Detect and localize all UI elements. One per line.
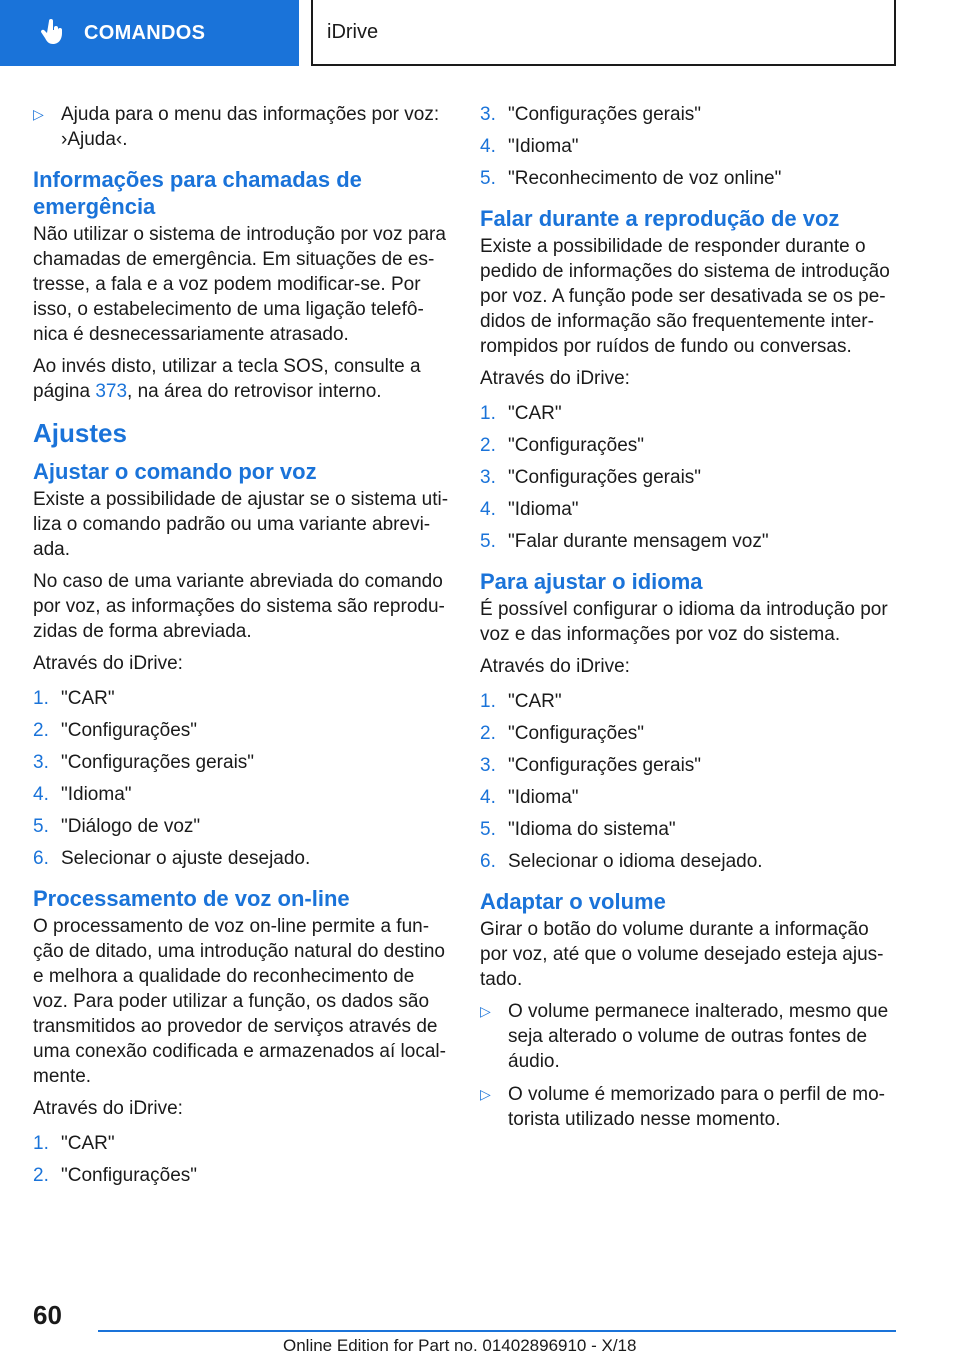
- help-bullet-list: [33, 102, 449, 152]
- paragraph: Não utilizar o sistema de introdução por voz para chamadas de emergência. Em situações de estresse, a fala e a voz podem modificar-se. Por isso, o estabelecimento de uma ligação telefônica é desnecessariamente atrasado.: [33, 224, 446, 345]
- language-steps: [480, 689, 896, 874]
- list-item: 4. "Idioma": [480, 136, 579, 157]
- list-item: 6. Selecionar o ajuste desejado.: [33, 848, 311, 869]
- volume-bullets: [480, 999, 896, 1132]
- list-item: 2. "Configurações": [480, 435, 645, 456]
- paragraph: No caso de uma variante abreviada do comando por voz, as informações do sistema são reproduzidas de forma abreviada.: [33, 571, 445, 642]
- triangle-bullet-icon: ▷: [480, 1003, 491, 1019]
- page-link[interactable]: 373: [95, 381, 128, 402]
- online-steps: [33, 1131, 449, 1188]
- edition-note: Online Edition for Part no. 01402896910 - X/18: [283, 1336, 637, 1355]
- list-item: 3. "Configurações gerais": [480, 755, 702, 776]
- talk-steps: [480, 401, 896, 554]
- paragraph: Existe a possibilidade de responder durante o pedido de informações do sistema de introdução por voz. A função pode ser desativada se os pedidos de informação são frequentemente interrompidos por ruídos de fundo ou conversas.: [480, 236, 890, 357]
- list-item: ▷ O volume é memorizado para o perfil de motorista utilizado nesse momento.: [480, 1084, 885, 1130]
- list-item: 6. Selecionar o idioma desejado.: [480, 851, 763, 872]
- chapter-title: iDrive: [311, 0, 896, 66]
- list-item: 1. "CAR": [33, 1133, 115, 1154]
- list-item: 2. "Configurações": [480, 723, 645, 744]
- list-item: 5. "Reconhecimento de voz online": [480, 168, 782, 189]
- page-number: 60: [33, 1300, 62, 1330]
- list-item: ▷ O volume permanece inalterado, mesmo que seja alterado o volume de outras fontes de áudio.: [480, 1001, 889, 1072]
- footer-divider: [98, 1330, 896, 1332]
- paragraph: Através do iDrive:: [33, 653, 183, 674]
- right-column: [480, 102, 896, 1142]
- paragraph: Através do iDrive:: [480, 656, 630, 677]
- online-steps-continued: [480, 102, 896, 191]
- list-item: 2. "Configurações": [33, 1165, 198, 1186]
- heading-volume: Adaptar o volume: [480, 889, 666, 914]
- paragraph: Através do iDrive:: [33, 1098, 183, 1119]
- left-column: [33, 102, 449, 1198]
- hand-pointer-icon: [38, 18, 68, 48]
- paragraph: Através do iDrive:: [480, 368, 630, 389]
- paragraph: O processamento de voz on-line permite a função de ditado, uma introdução natural do destino e melhora a qualidade do reconhecimento de voz. Para poder utilizar a função, os dados são transmitidos ao provedor de serviços através de uma conexão codificada e armazenados aí localmente.: [33, 916, 446, 1087]
- list-item: 1. "CAR": [480, 691, 562, 712]
- list-item: 1. "CAR": [33, 688, 115, 709]
- paragraph: Existe a possibilidade de ajustar se o sistema utiliza o comando padrão ou uma variante abreviada.: [33, 489, 449, 560]
- list-item: 5. "Diálogo de voz": [33, 816, 201, 837]
- page-header: [0, 0, 960, 66]
- paragraph: É possível configurar o idioma da introdução por voz e das informações por voz do sistema.: [480, 599, 888, 645]
- paragraph: Ao invés disto, utilizar a tecla SOS, consulte a página 373, na área do retrovisor interno.: [33, 356, 421, 402]
- section-tab: [0, 0, 299, 66]
- list-item: ▷ Ajuda para o menu das informações por voz: ›Ajuda‹.: [33, 104, 440, 150]
- adjust-steps: [33, 686, 449, 871]
- list-item: 3. "Configurações gerais": [480, 104, 702, 125]
- heading-settings: Ajustes: [33, 418, 127, 448]
- list-item: 4. "Idioma": [33, 784, 132, 805]
- paragraph: Girar o botão do volume durante a informação por voz, até que o volume desejado esteja ajustado.: [480, 919, 884, 990]
- heading-talk: Falar durante a reprodução de voz: [480, 206, 840, 231]
- heading-online: Processamento de voz on-line: [33, 886, 350, 911]
- list-item: 1. "CAR": [480, 403, 562, 424]
- list-item: 4. "Idioma": [480, 787, 579, 808]
- triangle-bullet-icon: ▷: [33, 106, 44, 122]
- list-item: 3. "Configurações gerais": [33, 752, 255, 773]
- heading-emergency: Informações para chamadas de emergência: [33, 167, 362, 219]
- list-item: 5. "Idioma do sistema": [480, 819, 676, 840]
- list-item: 5. "Falar durante mensagem voz": [480, 531, 769, 552]
- triangle-bullet-icon: ▷: [480, 1086, 491, 1102]
- section-label: COMANDOS: [84, 21, 206, 44]
- heading-adjust: Ajustar o comando por voz: [33, 459, 317, 484]
- list-item: 2. "Configurações": [33, 720, 198, 741]
- list-item: 4. "Idioma": [480, 499, 579, 520]
- list-item: 3. "Configurações gerais": [480, 467, 702, 488]
- heading-language: Para ajustar o idioma: [480, 569, 703, 594]
